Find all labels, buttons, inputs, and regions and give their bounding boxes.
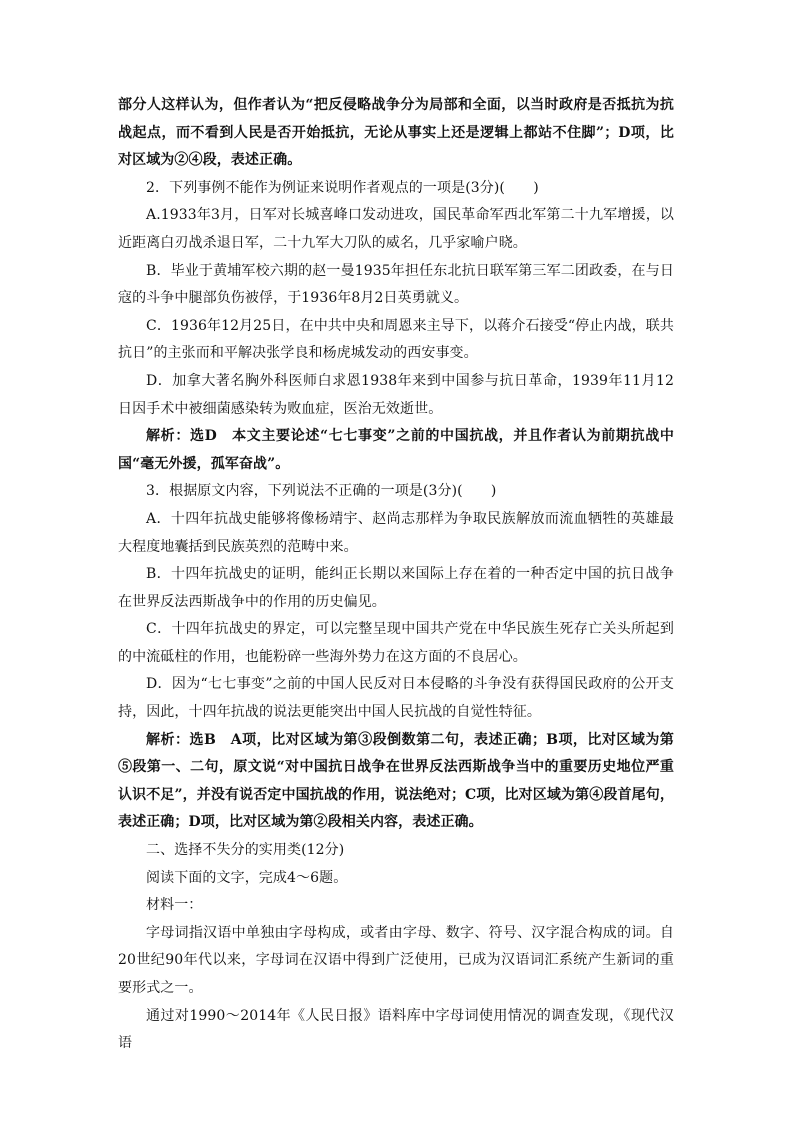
question-2-option-c: C．1936年12月25日，在中共中央和周恩来主导下，以蒋介石接受“停止内战，联共抗日”的主张而和平解决张学良和杨虎城发动的西安事变。 [118,317,674,362]
question-2-stem: 2．下列事例不能作为例证来说明作者观点的一项是(3分)( ) [146,179,539,196]
question-3-option-b: B．十四年抗战史的证明，能纠正长期以来国际上存在着的一种否定中国的抗日战争在世界反法西斯战争中的作用的历史偏见。 [118,566,674,610]
material-1-paragraph-2: 通过对1990～2014年《人民日报》语料库中字母词使用情况的调查发现，《现代汉语 [118,1007,674,1052]
question-3-stem: 3．根据原文内容，下列说法不正确的一项是(3分)( ) [146,483,497,500]
paragraph-analysis-continued: 部分人这样认为，但作者认为“把反侵略战争分为局部和全面，以当时政府是否抵抗为抗战起点，而不看到人民是否开始抵抗，无论从事实上还是逻辑上都站不住脚”；D项，比对区域为②④段，表述正确。 [118,97,674,169]
document-body [118,92,674,1058]
question-3-analysis: 解析：选B A项，比对区域为第③段倒数第二句，表述正确；B项，比对区域为第⑤段第一、二句，原文说“对中国抗日战争在世界反法西斯战争当中的重要历史地位严重认识不足”，并没有说否定中国抗战的作用，说法绝对；C项，比对区域为第④段首尾句，表述正确；D项，比对区域为第②段相关内容，表述正确。 [118,731,674,831]
question-2-option-d: D．加拿大著名胸外科医师白求恩1938年来到中国参与抗日革命，1939年11月12日因手术中被细菌感染转为败血症，医治无效逝世。 [118,372,674,417]
reading-instruction: 阅读下面的文字，完成4～6题。 [146,869,348,886]
question-3-option-a: A．十四年抗战史能够将像杨靖宇、赵尚志那样为争取民族解放而流血牺牲的英雄最大程度地囊括到民族英烈的范畴中来。 [118,510,674,555]
question-3-option-c: C．十四年抗战史的界定，可以完整呈现中国共产党在中华民族生死存亡关头所起到的中流砥柱的作用，也能粉碎一些海外势力在这方面的不良居心。 [118,621,674,665]
material-1-label: 材料一： [146,897,203,914]
question-2-analysis: 解析：选D 本文主要论述“七七事变”之前的中国抗战，并且作者认为前期抗战中国“毫无外援，孤军奋战”。 [118,428,674,472]
section-2-heading: 二、选择不失分的实用类(12分) [146,842,345,859]
question-3-option-d: D．因为“七七事变”之前的中国人民反对日本侵略的斗争没有获得国民政府的公开支持，因此，十四年抗战的说法更能突出中国人民抗战的自觉性特征。 [118,676,674,721]
question-2-option-a: A.1933年3月，日军对长城喜峰口发动进攻，国民革命军西北军第二十九军增援，以近距离白刃战杀退日军，二十九军大刀队的威名，几乎家喻户晓。 [118,207,674,251]
material-1-paragraph-1: 字母词指汉语中单独由字母构成，或者由字母、数字、符号、汉字混合构成的词。自20世纪90年代以来，字母词在汉语中得到广泛使用，已成为汉语词汇系统产生新词的重要形式之一。 [118,924,674,996]
question-2-option-b: B．毕业于黄埔军校六期的赵一曼1935年担任东北抗日联军第三军二团政委，在与日寇的斗争中腿部负伤被俘，于1936年8月2日英勇就义。 [118,262,674,307]
